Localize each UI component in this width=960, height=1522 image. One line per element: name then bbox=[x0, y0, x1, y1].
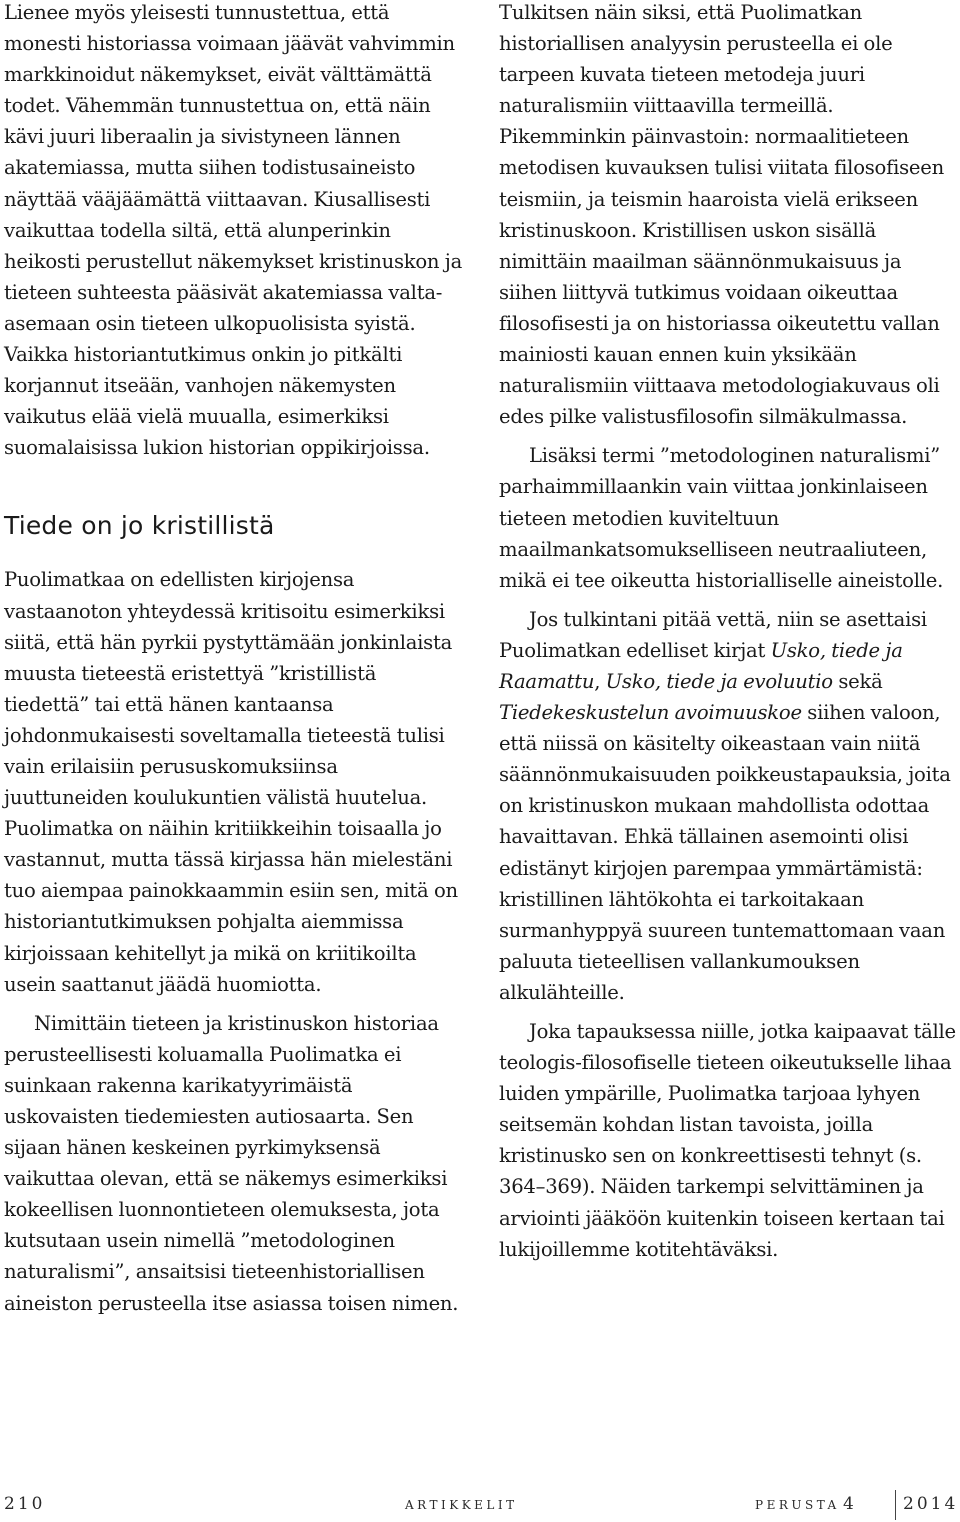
book-title: Tiedekeskustelun avoimuuskoe bbox=[499, 701, 802, 725]
text-run: , bbox=[594, 669, 606, 693]
left-column bbox=[4, 0, 466, 1319]
body-paragraph: Joka tapauksessa niille, jotka kaipaavat tälle teologis-filosofiselle tieteen oikeutukselle lihaa luiden ympärille, Puolimatka tarjoaa lyhyen seitsemän kohdan listan tavoista, joilla kristinusko sen on konkreettisesti tehnyt (s. 364–369). Näiden tarkempi selvittäminen ja arviointi jääköön kuitenkin toiseen kertaan tai lukijoillemme kotitehtäväksi. bbox=[499, 1020, 956, 1261]
section-heading: Tiede on jo kristillistä bbox=[4, 511, 275, 541]
right-column bbox=[499, 0, 960, 1265]
body-paragraph: Lisäksi termi ”metodologinen naturalismi” parhaimmillaankin vain viittaa jonkinlaiseen tieteen metodien kuviteltuun maailmankatsomukselliseen neutraaliuteen, mikä ei tee oikeutta historialliselle aineistolle. bbox=[499, 444, 944, 592]
journal-name: perusta bbox=[755, 1494, 840, 1514]
body-paragraph: Puolimatkaa on edellisten kirjojensa vastaanoton yhteydessä kritisoitu esimerkiksi siitä, että hän pyrkii pystyttämään jonkinlaista muusta tieteestä eristettyä ”kristillistä tiedettä” tai että hänen kantaansa johdonmukaisesti soveltamalla tieteestä tulisi vain erilaisiin perususkomuksiinsa juuttuneiden koulukuntien välistä huutelua. Puolimatka on näihin kritiikkeihin toisaalla jo vastannut, mutta tässä kirjassa hän mielestäni tuo aiempaa painokkaammin esiin sen, mitä on historiantutkimuksen pohjalta aiemmissa kirjoissaan kehitellyt ja mikä on kriitikoilta usein saattanut jäädä huomiotta. bbox=[4, 568, 458, 996]
text-run: Jos tulkintani pitää vettä, niin se asettaisi Puolimatkan edelliset kirjat bbox=[499, 607, 927, 662]
issue-number: 4 bbox=[843, 1494, 857, 1514]
body-paragraph: Lienee myös yleisesti tunnustettua, että monesti historiassa voimaan jäävät vahvimmin markkinoidut näkemykset, eivät välttämättä todet. Vähemmän tunnustettua on, että näin kävi juuri liberaalin ja sivistyneen lännen akatemiassa, mutta siihen todistusaineisto näyttää vääjäämättä viittaavan. Kiusallisesti vaikuttaa todella siltä, että alunperinkin heikosti perustellut näkemykset kristinuskon ja tieteen suhteesta pääsivät akatemiassa valta-asemaan osin tieteen ulkopuolisista syistä. Vaikka historiantutkimus onkin jo pitkälti korjannut itseään, vanhojen näkemysten vaikutus elää vielä muualla, esimerkiksi suomalaisissa lukion historian oppikirjoissa. bbox=[4, 1, 463, 460]
page-footer bbox=[0, 1490, 960, 1522]
publication-year: 2014 bbox=[903, 1494, 959, 1514]
text-run: siihen valoon, että niissä on käsitelty oikeastaan vain niitä säännönmukaisuuden poikkeustapauksia, joita on kristinuskon mukaan mahdollista odottaa havaittavan. Ehkä tällainen asemointi olisi edistänyt kirjojen parempaa ymmärtämistä: kristillinen lähtökohta ei tarkoitakaan surmanhyppyä suureen tuntemattomaan vaan paluuta tieteellisen vallankumouksen alkulähteille. bbox=[499, 701, 951, 1004]
book-title: Usko, tiede ja evoluutio bbox=[605, 669, 833, 693]
book-title: Usko, tiede ja Raamattu bbox=[499, 638, 903, 693]
footer-divider bbox=[895, 1490, 896, 1520]
body-paragraph: Tulkitsen näin siksi, että Puolimatkan historiallisen analyysin perusteella ei ole tarpeen kuvata tieteen metodeja juuri naturalismiin viittaavilla termeillä. Pikemminkin päinvastoin: normaalitieteen metodisen kuvauksen tulisi viitata filosofiseen teismiin, ja teismin haaroista vielä erikseen kristinuskoon. Kristillisen uskon sisällä nimittäin maailman säännönmukaisuus ja siihen liittyvä tutkimus voidaan oikeuttaa filosofisesti ja on historiassa oikeutettu vallan mainiosti kauan ennen kuin yksikään naturalismiin viittaava metodologiakuvaus oli edes pilke valistusfilosofin silmäkulmassa. bbox=[499, 1, 944, 429]
page-number: 210 bbox=[4, 1494, 46, 1514]
text-run: sekä bbox=[832, 669, 883, 693]
body-paragraph: Nimittäin tieteen ja kristinuskon historiaa perusteellisesti koluamalla Puolimatka ei suinkaan rakenna karikatyyrimäistä uskovaisten tiedemiesten autiosaarta. Sen sijaan hänen keskeinen pyrkimyksensä vaikuttaa olevan, että se näkemys esimerkiksi kokeellisen luonnontieteen olemuksesta, jota kutsutaan usein nimellä ”metodologinen naturalismi”, ansaitsisi tieteenhistoriallisen aineiston perusteella itse asiassa toisen nimen. bbox=[4, 1011, 459, 1315]
section-name: artikkelit bbox=[405, 1494, 518, 1514]
body-paragraph bbox=[499, 604, 960, 1008]
